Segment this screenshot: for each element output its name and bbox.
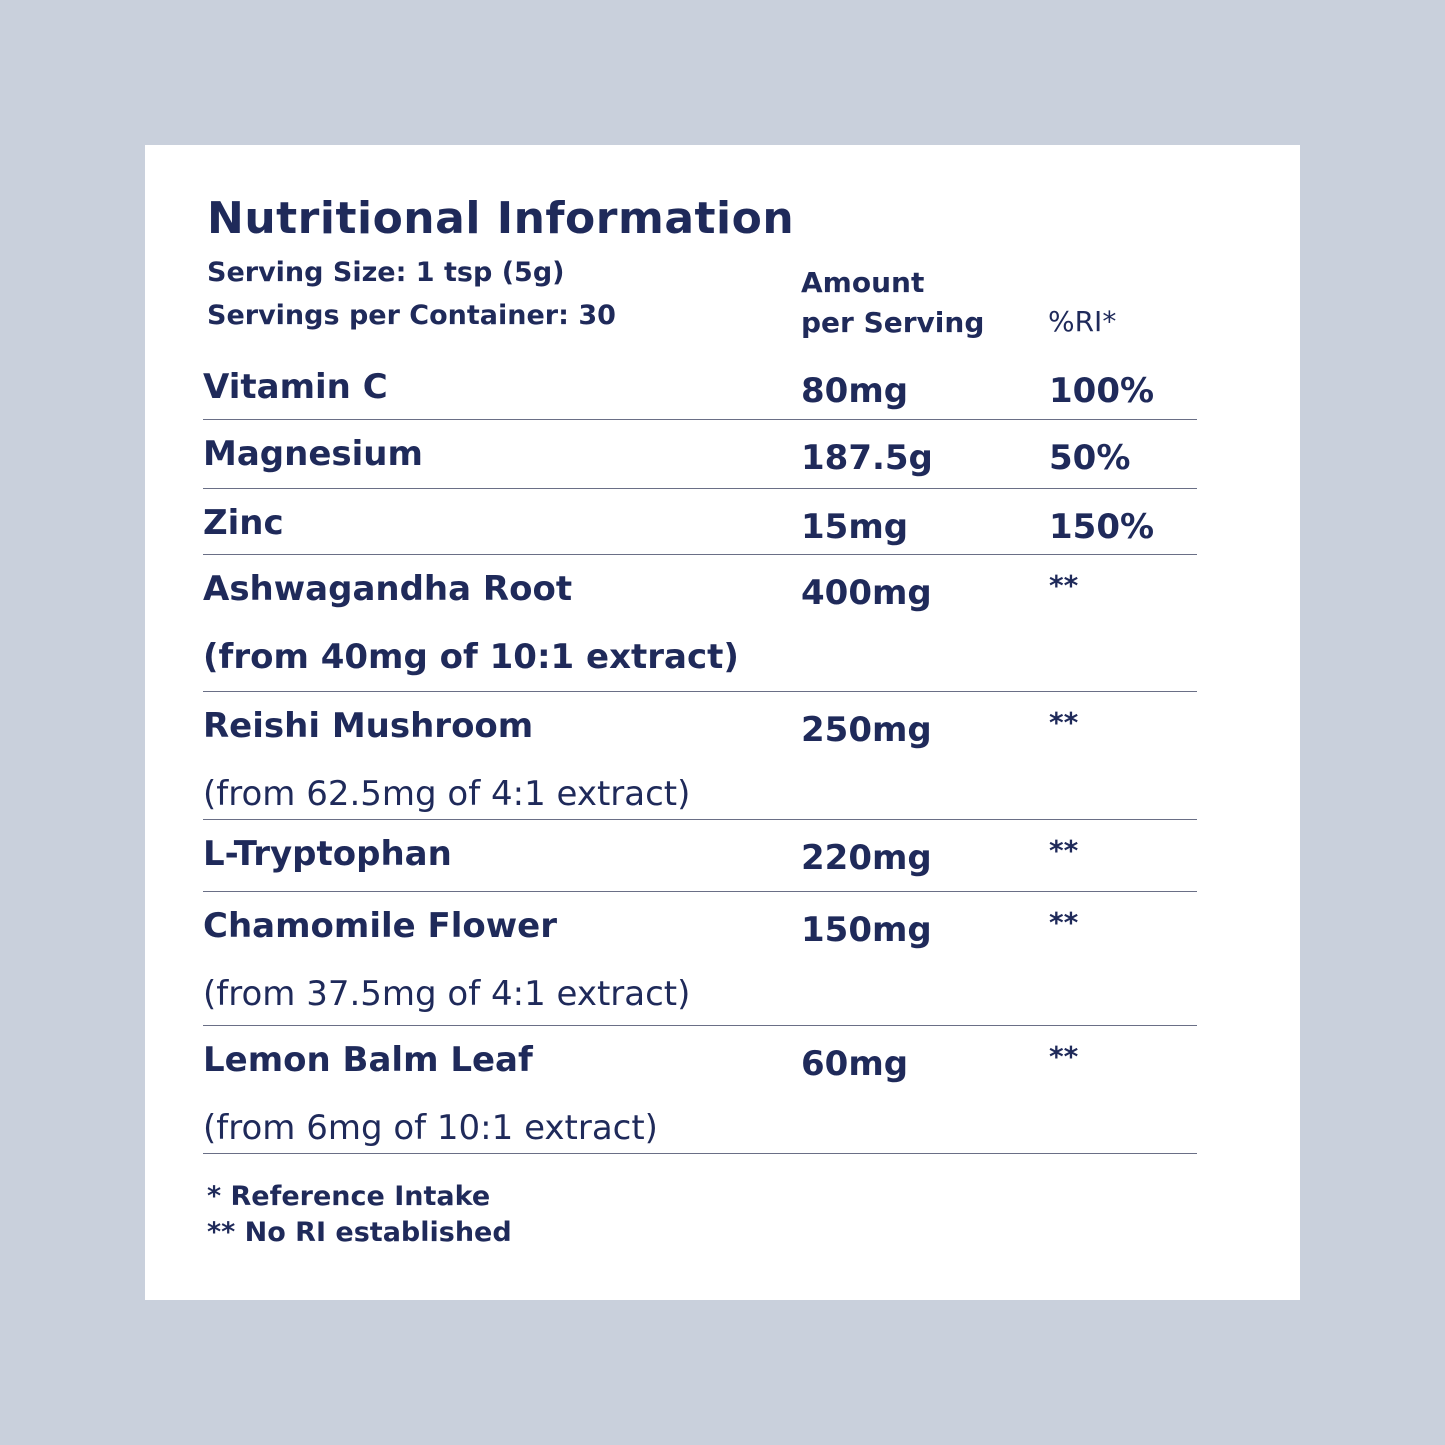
nutrient-amount: 150mg [801,910,932,950]
nutrient-amount: 400mg [801,573,932,613]
nutrient-name: Ashwagandha Root [203,569,573,609]
nutrient-name: Reishi Mushroom [203,706,534,746]
footnote-no-ri: ** No RI established [207,1217,512,1248]
nutrient-name: Vitamin C [203,367,388,407]
panel-title: Nutritional Information [207,193,795,244]
table-row [203,555,1197,692]
nutrient-ri: 50% [1049,438,1131,478]
nutrient-ri: ** [1049,1040,1079,1073]
nutrient-ri: ** [1049,706,1079,739]
amount-header-line2: per Serving [801,306,985,339]
nutrient-amount: 80mg [801,371,909,411]
amount-header [801,263,984,343]
table-row [203,692,1197,820]
servings-per-container: Servings per Container: 30 [207,300,616,331]
table-row [203,489,1197,555]
nutrient-amount: 187.5g [801,438,933,478]
table-row [203,420,1197,489]
nutrient-name: Magnesium [203,434,423,474]
ri-header: %RI* [1048,305,1117,338]
nutrient-name: L-Tryptophan [203,834,452,874]
nutrient-extract-note: (from 40mg of 10:1 extract) [203,637,739,677]
table-row [203,1026,1197,1154]
footnote-reference-intake: * Reference Intake [207,1181,491,1212]
nutrient-extract-note: (from 62.5mg of 4:1 extract) [203,774,691,814]
table-row [203,353,1197,420]
nutrient-ri: ** [1049,906,1079,939]
nutrient-ri: 100% [1049,371,1155,411]
amount-header-line1: Amount [801,266,925,299]
nutrient-amount: 15mg [801,507,909,547]
nutrient-ri: ** [1049,834,1079,867]
nutrient-amount: 250mg [801,710,932,750]
nutrient-amount: 60mg [801,1044,909,1084]
nutrient-table [203,353,1197,1154]
nutrient-ri: 150% [1049,507,1155,547]
table-row [203,820,1197,892]
nutrition-panel [145,145,1300,1300]
nutrient-name: Lemon Balm Leaf [203,1040,533,1080]
nutrient-name: Zinc [203,503,284,543]
serving-size: Serving Size: 1 tsp (5g) [207,257,565,288]
table-row [203,892,1197,1026]
nutrient-extract-note: (from 6mg of 10:1 extract) [203,1108,658,1148]
nutrient-extract-note: (from 37.5mg of 4:1 extract) [203,974,691,1014]
nutrient-ri: ** [1049,569,1079,602]
nutrient-name: Chamomile Flower [203,906,557,946]
nutrient-amount: 220mg [801,838,932,878]
